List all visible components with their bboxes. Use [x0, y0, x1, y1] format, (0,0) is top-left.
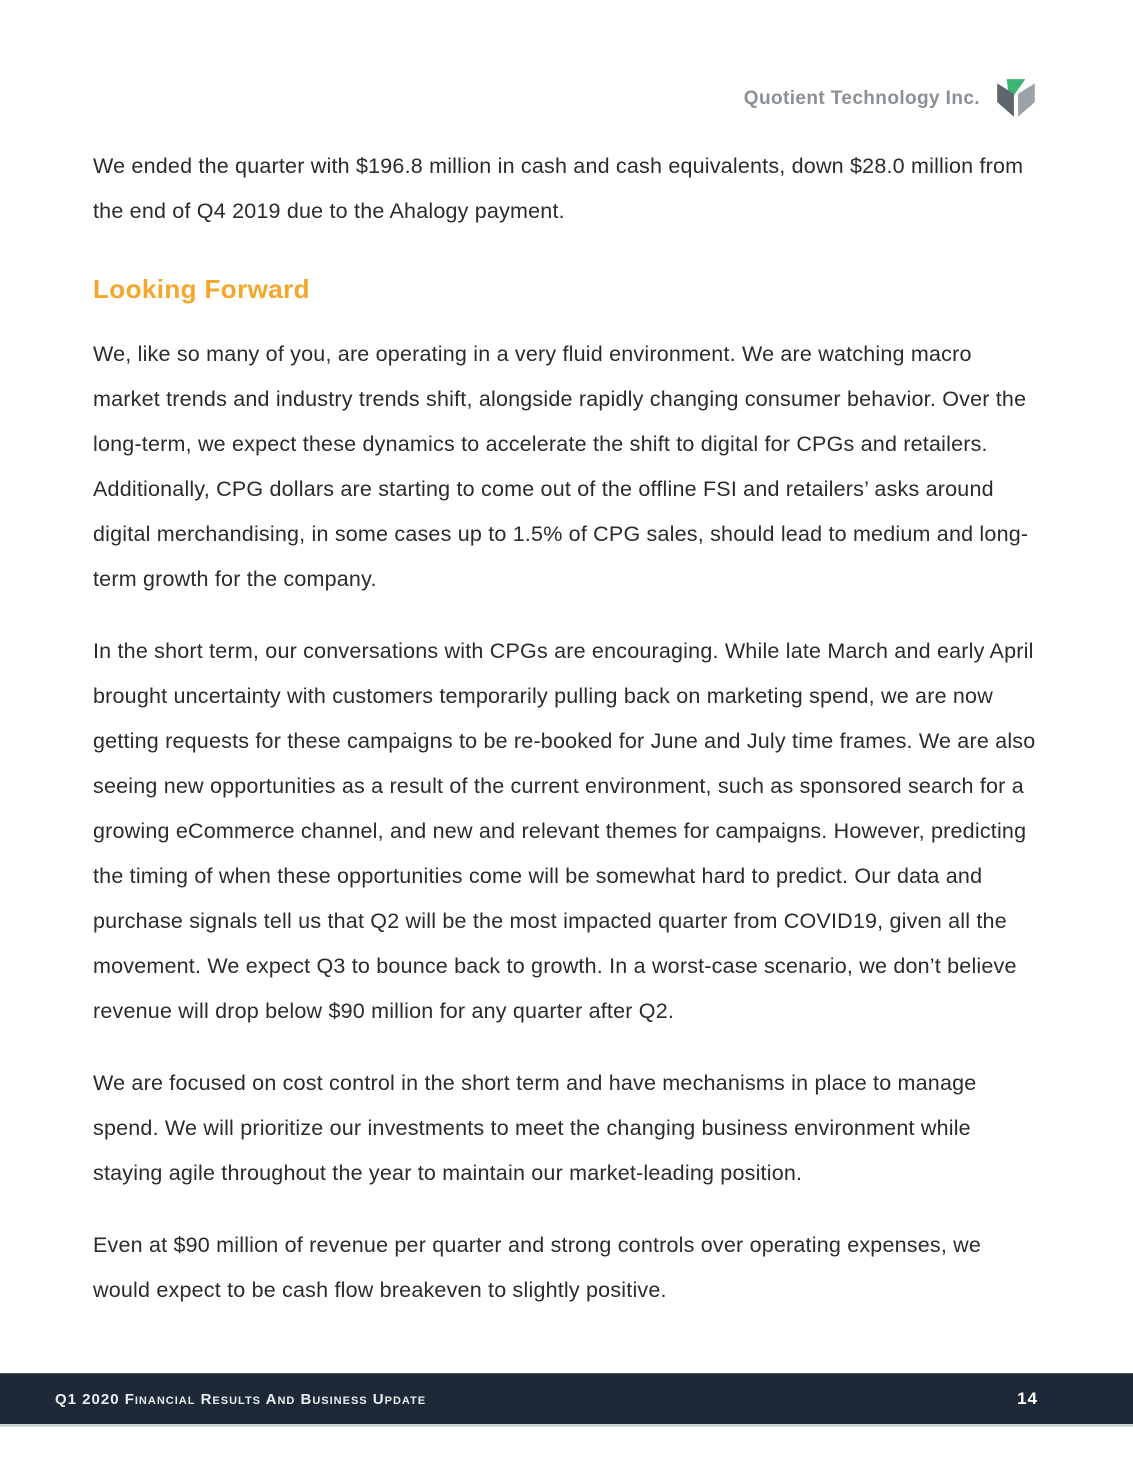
quotient-logo-icon [993, 76, 1039, 122]
page-header [744, 76, 1039, 122]
footer-page-number: 14 [1017, 1389, 1038, 1408]
company-name: Quotient Technology Inc. [743, 88, 980, 109]
footer-document-title: Q1 2020 Financial Results And Business Update [55, 1390, 427, 1408]
page-footer [0, 1373, 1133, 1427]
intro-paragraph: We ended the quarter with $196.8 million in cash and cash equivalents, down $28.0 million from the end of Q4 2019 due to the Ahalogy payment. [93, 154, 1024, 223]
body-paragraph: We are focused on cost control in the short term and have mechanisms in place to manage spend. We will prioritize our investments to meet the changing business environment while staying agile throughout the year to maintain our market-leading position. [93, 1071, 977, 1185]
body-paragraph: We, like so many of you, are operating in a very fluid environment. We are watching macro market trends and industry trends shift, alongside rapidly changing consumer behavior. Over the long-term, we expect these dynamics to accelerate the shift to digital for CPGs and retailers. Additionally, CPG dollars are starting to come out of the offline FSI and retailers’ asks around digital merchandising, in some cases up to 1.5% of CPG sales, should lead to medium and long-term growth for the company. [93, 342, 1029, 591]
logo-right-panel [1018, 83, 1035, 116]
section-heading-looking-forward: Looking Forward [93, 274, 310, 304]
body-paragraph: In the short term, our conversations with CPGs are encouraging. While late March and early April brought uncertainty with customers temporarily pulling back on marketing spend, we are now getting requests for these campaigns to be re-booked for June and July time frames. We are also seeing new opportunities as a result of the current environment, such as sponsored search for a growing eCommerce channel, and new and relevant themes for campaigns. However, predicting the timing of when these opportunities come will be somewhat hard to predict. Our data and purchase signals tell us that Q2 will be the most impacted quarter from COVID19, given all the movement. We expect Q3 to bounce back to growth. In a worst-case scenario, we don’t believe revenue will drop below $90 million for any quarter after Q2. [93, 639, 1036, 1023]
body-paragraph: Even at $90 million of revenue per quarter and strong controls over operating expenses, we would expect to be cash flow breakeven to slightly positive. [93, 1233, 982, 1302]
document-body [93, 144, 1043, 1340]
